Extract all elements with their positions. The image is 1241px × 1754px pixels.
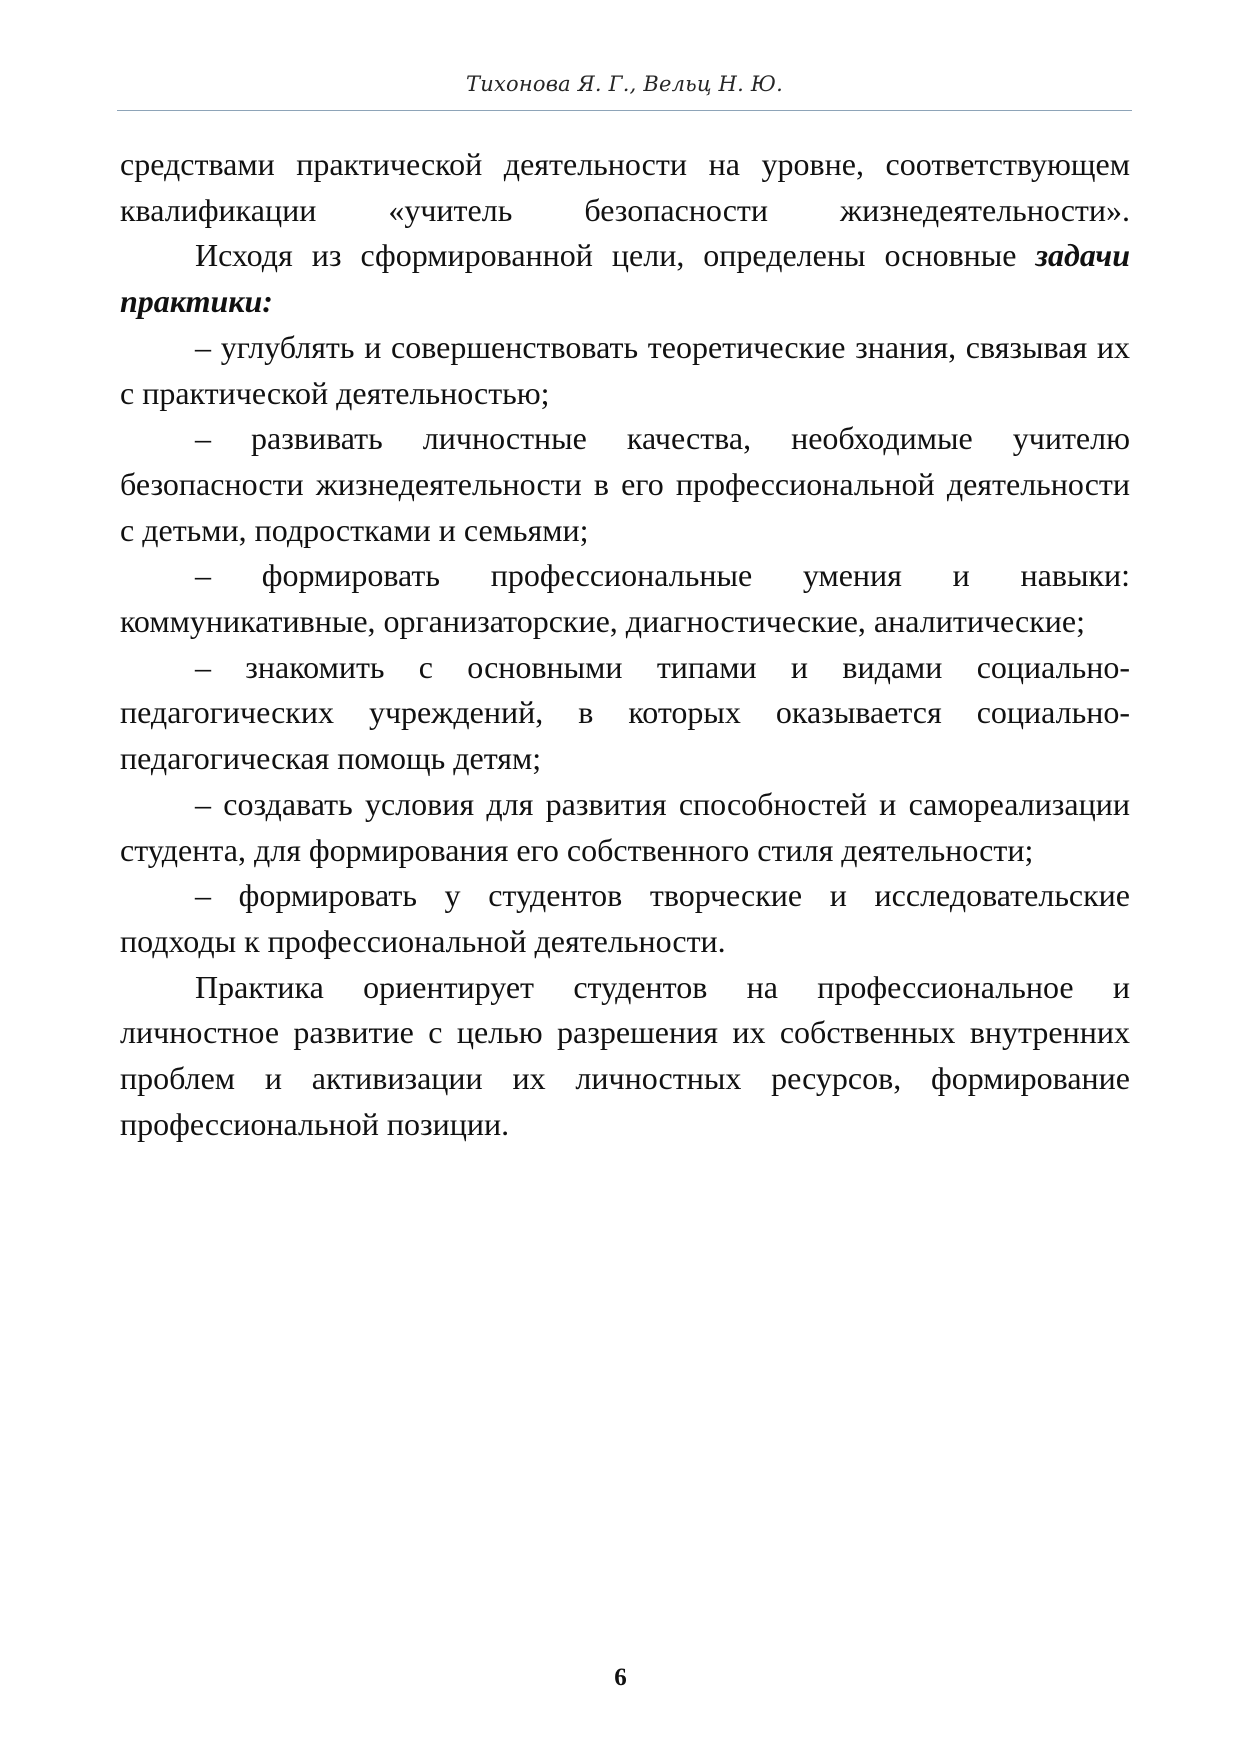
list-item: – создавать условия для развития способностей и самореализации студента, для формирования его собственного стиля деятельности; (120, 785, 1130, 868)
page-number: 6 (614, 1664, 627, 1691)
list-item: – развивать личностные качества, необходимые учителю безопасности жизнедеятельности в его профессиональной деятельности с детьми, подростками и семьями; (120, 420, 1130, 548)
list-item: – углублять и совершенствовать теоретические знания, связывая их с практической деятельностью; (120, 328, 1130, 411)
tasks-heading-emphasis: задачи практики: (120, 237, 1130, 320)
tasks-intro-text: Исходя из сформированной цели, определены основные (195, 237, 1036, 274)
list-item: – формировать профессиональные умения и навыки: коммуникативные, организаторские, диагностические, аналитические; (120, 557, 1130, 640)
body-text (120, 142, 1130, 1147)
paragraph-final: Практика ориентирует студентов на профессиональное и личностное развитие с целью разрешения их собственных внутренних проблем и активизации их личностных ресурсов, формирование профессиональной позиции. (120, 968, 1130, 1142)
paragraph-continuation (120, 142, 1130, 233)
paragraph-tasks-intro (120, 233, 1130, 324)
running-header: Тихонова Я. Г., Вельц Н. Ю. (466, 72, 783, 96)
list-item: – формировать у студентов творческие и исследовательские подходы к профессиональной деятельности. (120, 877, 1130, 959)
list-item: – знакомить с основными типами и видами социально-педагогических учреждений, в которых оказывается социально-педагогическая помощь детям; (120, 648, 1130, 777)
paragraph-continuation-text: средствами практической деятельности на уровне, соответствующем квалификации «учитель безопасности жизнедеятельности». (120, 146, 1130, 228)
header-divider (117, 110, 1132, 111)
